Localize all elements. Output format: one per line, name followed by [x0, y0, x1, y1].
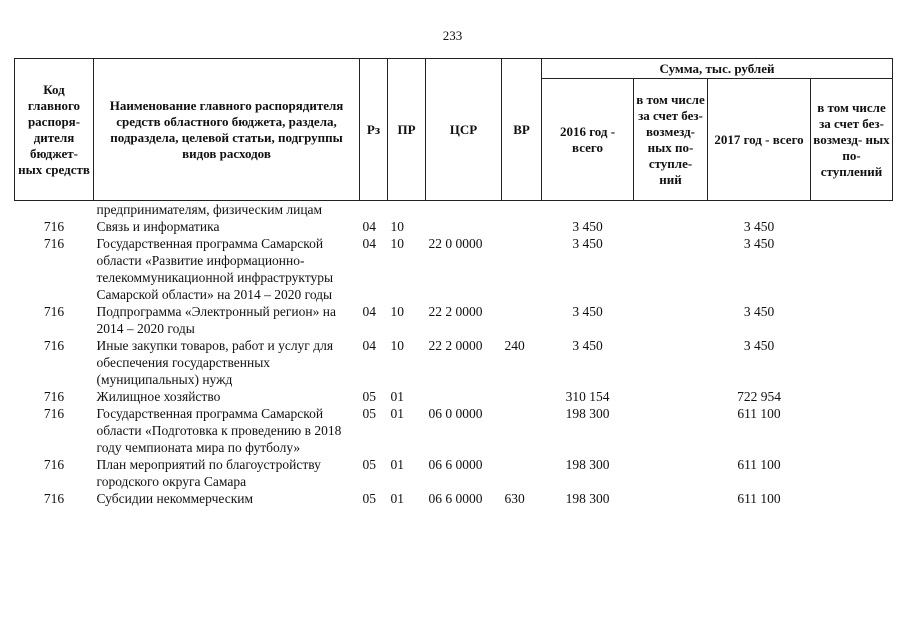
- cell-vr: [502, 201, 542, 219]
- cell-rz: 04: [362, 236, 376, 251]
- cell-code: 716: [43, 236, 65, 251]
- cell-2017-free: [811, 456, 893, 490]
- cell-2017-total: 611 100: [737, 491, 781, 506]
- table-row: [15, 218, 893, 235]
- cell-2017-free: [811, 201, 893, 219]
- page-number: 233: [442, 28, 463, 43]
- cell-code: 716: [43, 219, 65, 234]
- cell-2016-free: [634, 201, 708, 219]
- cell-2016-total: 310 154: [565, 389, 610, 404]
- cell-code: 716: [43, 389, 65, 404]
- cell-2016-total: 198 300: [565, 457, 610, 472]
- cell-vr: [502, 456, 542, 490]
- cell-2016-total: 198 300: [565, 491, 610, 506]
- table-row: [15, 303, 893, 337]
- table-body: [15, 201, 893, 508]
- header-code: Код главного распоря- дителя бюджет- ных средств: [15, 59, 94, 201]
- cell-2017-total: [708, 201, 811, 219]
- cell-2017-total: 3 450: [743, 304, 775, 319]
- cell-vr: 630: [504, 491, 525, 506]
- header-2016-total: 2016 год - всего: [542, 79, 634, 201]
- cell-name: Государственная программа Самарской области «Развитие информационно-телекоммуникационной инфраструктуры Самарской области» на 2014 – 2020 годы: [96, 236, 334, 302]
- cell-rz: 05: [362, 406, 376, 421]
- table-row: [15, 201, 893, 219]
- cell-2017-total: 3 450: [743, 236, 775, 251]
- header-2017-free: в том числе за счет без- возмезд- ных по- ступлений: [811, 79, 893, 201]
- cell-rz: 05: [362, 457, 376, 472]
- cell-2016-free: [634, 405, 708, 456]
- cell-pr: [388, 201, 426, 219]
- table-header: [15, 59, 893, 201]
- cell-pr: 01: [390, 389, 404, 404]
- budget-table: [14, 58, 893, 507]
- cell-name: План мероприятий по благоустройству городского округа Самара: [96, 457, 321, 489]
- header-sum-group: Сумма, тыс. рублей: [542, 59, 893, 79]
- cell-2016-total: 3 450: [572, 236, 603, 251]
- cell-2016-free: [634, 456, 708, 490]
- cell-2017-total: 3 450: [743, 338, 775, 353]
- cell-code: 716: [43, 304, 65, 319]
- cell-pr: 01: [390, 457, 404, 472]
- cell-csr: 06 6 0000: [428, 457, 483, 472]
- header-2016-free: в том числе за счет без- возмезд- ных по- ступле- ний: [634, 79, 708, 201]
- cell-csr: [426, 201, 502, 219]
- cell-name: Субсидии некоммерческим: [96, 491, 254, 506]
- cell-code: 716: [43, 457, 65, 472]
- cell-name: Иные закупки товаров, работ и услуг для обеспечения государственных (муниципальных) нужд: [96, 338, 334, 387]
- cell-pr: 10: [390, 219, 404, 234]
- table-row: [15, 235, 893, 303]
- cell-2017-free: [811, 218, 893, 235]
- cell-2016-total: 3 450: [572, 304, 603, 319]
- cell-csr: 22 2 0000: [428, 338, 483, 353]
- cell-2016-free: [634, 490, 708, 507]
- cell-code: 716: [43, 491, 65, 506]
- cell-rz: 04: [362, 219, 376, 234]
- cell-2016-free: [634, 303, 708, 337]
- cell-2017-free: [811, 303, 893, 337]
- cell-csr: 06 0 0000: [428, 406, 483, 421]
- cell-code: [15, 201, 94, 219]
- cell-csr: 22 0 0000: [428, 236, 483, 251]
- cell-pr: 01: [390, 491, 404, 506]
- cell-2017-total: 722 954: [737, 389, 781, 404]
- cell-vr: [502, 218, 542, 235]
- cell-rz: [360, 201, 388, 219]
- cell-csr: 06 6 0000: [428, 491, 483, 506]
- cell-2017-total: 3 450: [743, 219, 775, 234]
- cell-csr: 22 2 0000: [428, 304, 483, 319]
- cell-2016-total: 3 450: [572, 219, 603, 234]
- cell-2016-free: [634, 235, 708, 303]
- cell-2016-free: [634, 218, 708, 235]
- table-row: [15, 456, 893, 490]
- cell-code: 716: [43, 406, 65, 421]
- cell-2017-total: 611 100: [737, 457, 781, 472]
- cell-vr: [502, 388, 542, 405]
- cell-pr: 10: [390, 338, 404, 353]
- cell-csr: [426, 218, 502, 235]
- table-row: [15, 337, 893, 388]
- cell-vr: [502, 235, 542, 303]
- cell-2017-total: 611 100: [737, 406, 781, 421]
- cell-rz: 05: [362, 389, 376, 404]
- cell-2016-total: 198 300: [565, 406, 610, 421]
- cell-vr: [502, 405, 542, 456]
- table-row: [15, 490, 893, 507]
- cell-name: Связь и информатика: [96, 219, 220, 234]
- header-2017-total: 2017 год - всего: [708, 79, 811, 201]
- cell-pr: 10: [390, 304, 404, 319]
- header-csr: ЦСР: [426, 59, 502, 201]
- header-pr: ПР: [388, 59, 426, 201]
- cell-pr: 01: [390, 406, 404, 421]
- cell-code: 716: [43, 338, 65, 353]
- cell-2017-free: [811, 490, 893, 507]
- cell-name: Подпрограмма «Электронный регион» на 2014 – 2020 годы: [96, 304, 336, 336]
- table-row: [15, 405, 893, 456]
- cell-csr: [426, 388, 502, 405]
- cell-2017-free: [811, 405, 893, 456]
- cell-2017-free: [811, 388, 893, 405]
- cell-2017-free: [811, 337, 893, 388]
- cell-2017-free: [811, 235, 893, 303]
- cell-rz: 04: [362, 304, 376, 319]
- cell-name: предпринимателям, физическим лицам: [96, 202, 323, 217]
- cell-vr: [502, 303, 542, 337]
- cell-pr: 10: [390, 236, 404, 251]
- cell-rz: 05: [362, 491, 376, 506]
- cell-2016-free: [634, 388, 708, 405]
- cell-rz: 04: [362, 338, 376, 353]
- cell-name: Государственная программа Самарской области «Подготовка к проведению в 2018 году чемпионата мира по футболу»: [96, 406, 342, 455]
- cell-2016-total: 3 450: [572, 338, 603, 353]
- cell-vr: 240: [504, 338, 525, 353]
- cell-2016-free: [634, 337, 708, 388]
- header-vr: ВР: [502, 59, 542, 201]
- cell-2016-total: [542, 201, 634, 219]
- header-rz: Рз: [360, 59, 388, 201]
- table-row: [15, 388, 893, 405]
- cell-name: Жилищное хозяйство: [96, 389, 221, 404]
- header-name: Наименование главного распорядителя средств областного бюджета, раздела, подраздела, целевой статьи, подгруппы видов расходов: [94, 59, 360, 201]
